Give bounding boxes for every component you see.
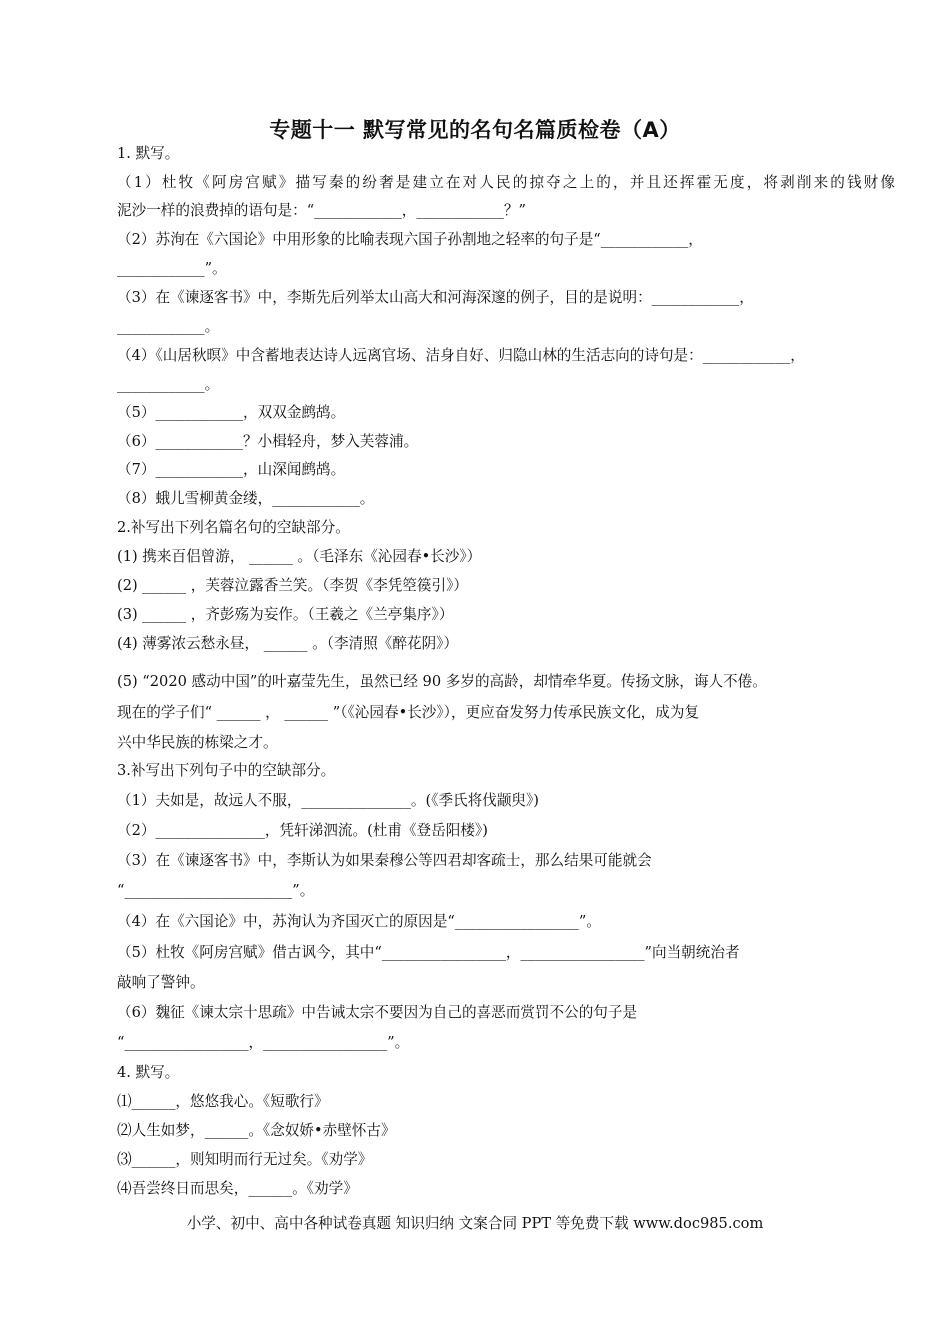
question-1-2-line-1: （2）苏洵在《六国论》中用形象的比喻表现六国子孙割地之轻率的句子是“____________， (117, 231, 703, 248)
question-1-5: （5）____________，双双金鹧鸪。 (117, 404, 346, 421)
question-3-5-line-1: （5）杜牧《阿房宫赋》借古讽今，其中“_________________，_________________”向当朝统治者 (117, 944, 740, 961)
question-1-4-line-2: ____________。 (117, 376, 220, 393)
page-title: 专题十一 默写常见的名句名篇质检卷（A） (269, 118, 681, 142)
page-footer: 小学、初中、高中各种试卷真题 知识归纳 文案合同 PPT 等免费下载 www.doc985.com (186, 1215, 764, 1232)
question-3-6-line-1: （6）魏征《谏太宗十思疏》中告诫太宗不要因为自己的喜恶而赏罚不公的句子是 (117, 1004, 638, 1021)
question-3-2: （2）_______________，凭轩涕泗流。(杜甫《登岳阳楼》) (117, 822, 488, 839)
question-3-1: （1）夫如是，故远人不服，_______________。(《季氏将伐颛臾》) (117, 792, 539, 809)
question-2-5-line-2: 现在的学子们“ ______ ， ______ ”（《沁园春•长沙》），更应奋发努力传承民族文化，成为复 (117, 704, 700, 721)
question-4-heading: 4. 默写。 (117, 1064, 180, 1081)
question-3-heading: 3.补写出下列句子中的空缺部分。 (117, 762, 336, 779)
question-3-5-line-2: 敲响了警钟。 (117, 974, 205, 991)
question-2-4: (4) 薄雾浓云愁永昼， ______ 。（李清照《醉花阴》） (117, 635, 459, 652)
question-1-4-line-1: （4）《山居秋暝》中含蓄地表达诗人远离官场、洁身自好、归隐山林的生活志向的诗句是：____________， (117, 347, 805, 364)
question-3-3-line-2: “_______________________”。 (117, 882, 315, 899)
question-2-5-line-1: (5) “2020 感动中国”的叶嘉莹先生，虽然已经 90 多岁的高龄，却情牵华夏。传扬文脉，诲人不倦。 (117, 673, 767, 690)
question-1-1-line-1: （1）杜牧《阿房宫赋》描写秦的纷奢是建立在对人民的掠夺之上的，并且还挥霍无度，将剥削来的钱财像 (117, 174, 895, 191)
question-2-heading: 2.补写出下列名篇名句的空缺部分。 (117, 519, 350, 536)
question-4-4: ⑷吾尝终日而思矣，______。《劝学》 (117, 1180, 358, 1197)
question-3-3-line-1: （3）在《谏逐客书》中，李斯认为如果秦穆公等四君却客疏士，那么结果可能就会 (117, 852, 652, 869)
question-1-8: （8）蛾儿雪柳黄金缕，____________。 (117, 490, 375, 507)
question-3-6-line-2: “_________________，_________________”。 (117, 1034, 410, 1051)
question-1-6: （6）____________？小楫轻舟，梦入芙蓉浦。 (117, 433, 419, 450)
question-1-heading: 1. 默写。 (117, 145, 180, 162)
question-2-2: (2) ______ ，芙蓉泣露香兰笑。（李贺《李凭箜篌引》） (117, 577, 469, 594)
question-4-2: ⑵人生如梦，______。《念奴娇•赤壁怀古》 (117, 1122, 396, 1139)
question-1-7: （7）____________，山深闻鹧鸪。 (117, 461, 346, 478)
question-1-3-line-1: （3）在《谏逐客书》中，李斯先后列举太山高大和河海深邃的例子，目的是说明：____________， (117, 289, 754, 306)
question-1-3-line-2: ____________。 (117, 318, 220, 335)
question-3-4: （4）在《六国论》中，苏洵认为齐国灭亡的原因是“_________________”。 (117, 913, 601, 930)
question-4-1: ⑴______，悠悠我心。《短歌行》 (117, 1093, 329, 1110)
question-1-1-line-2: 泥沙一样的浪费掉的语句是：“____________，____________？” (117, 202, 526, 219)
question-4-3: ⑶______，则知明而行无过矣。《劝学》 (117, 1151, 373, 1168)
question-2-1: (1) 携来百侣曾游， ______ 。（毛泽东《沁园春•长沙》） (117, 548, 482, 565)
question-2-5-line-3: 兴中华民族的栋梁之才。 (117, 734, 278, 751)
question-2-3: (3) ______ ，齐彭殇为妄作。（王羲之《兰亭集序》） (117, 606, 454, 623)
question-1-2-line-2: ____________”。 (117, 260, 227, 277)
